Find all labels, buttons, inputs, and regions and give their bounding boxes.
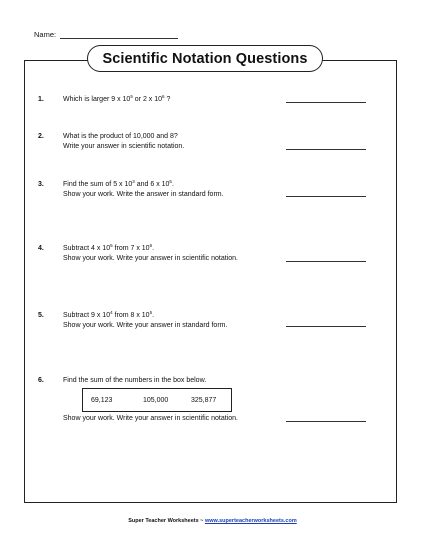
answer-line-5[interactable] (286, 326, 366, 327)
question-number: 4. (38, 245, 44, 252)
number-value: 325,877 (191, 397, 217, 404)
question-text: Subtract 4 x $10^5$ from 7 x $10^6$. Show your work. Write your answer in scientific notation. (63, 243, 238, 262)
question-number: 2. (38, 133, 44, 140)
footer: Super Teacher Worksheets ~ www.superteacherworksheets.com (128, 518, 297, 524)
question-number: 3. (38, 181, 44, 188)
question-text: Find the sum of the numbers in the box below. (63, 377, 207, 384)
footer-link[interactable]: www.superteacherworksheets.com (204, 518, 297, 524)
question-text: Which is larger 9 x $10^5$ or 2 x $10^6$ ? (63, 94, 171, 103)
number-value: 69,123 (91, 397, 113, 404)
answer-line-4[interactable] (286, 261, 366, 262)
number-box (82, 388, 232, 412)
question-number: 5. (38, 312, 44, 319)
question-number: 1. (38, 96, 44, 103)
name-input-line[interactable] (60, 30, 178, 39)
number-value: 105,000 (143, 397, 169, 404)
name-field-row (34, 30, 178, 39)
question-text: Show your work. Write your answer in scientific notation. (63, 415, 238, 422)
question-text: What is the product of 10,000 and 8? Write your answer in scientific notation. (63, 133, 185, 150)
worksheet-frame (24, 60, 397, 503)
answer-line-2[interactable] (286, 149, 366, 150)
answer-line-6[interactable] (286, 421, 366, 422)
footer-brand: Super Teacher Worksheets (128, 518, 199, 524)
question-text: Subtract 9 x $10^4$ from 8 x $10^5$. Show your work. Write your answer in standard form. (63, 310, 228, 329)
name-label: Name: (34, 30, 57, 39)
question-number: 6. (38, 377, 44, 384)
answer-line-1[interactable] (286, 102, 366, 103)
question-text: Find the sum of 5 x $10^3$ and 6 x $10^5$. Show your work. Write the answer in standard form. (63, 179, 224, 198)
page-title: Scientific Notation Questions (87, 45, 323, 72)
answer-line-3[interactable] (286, 196, 366, 197)
